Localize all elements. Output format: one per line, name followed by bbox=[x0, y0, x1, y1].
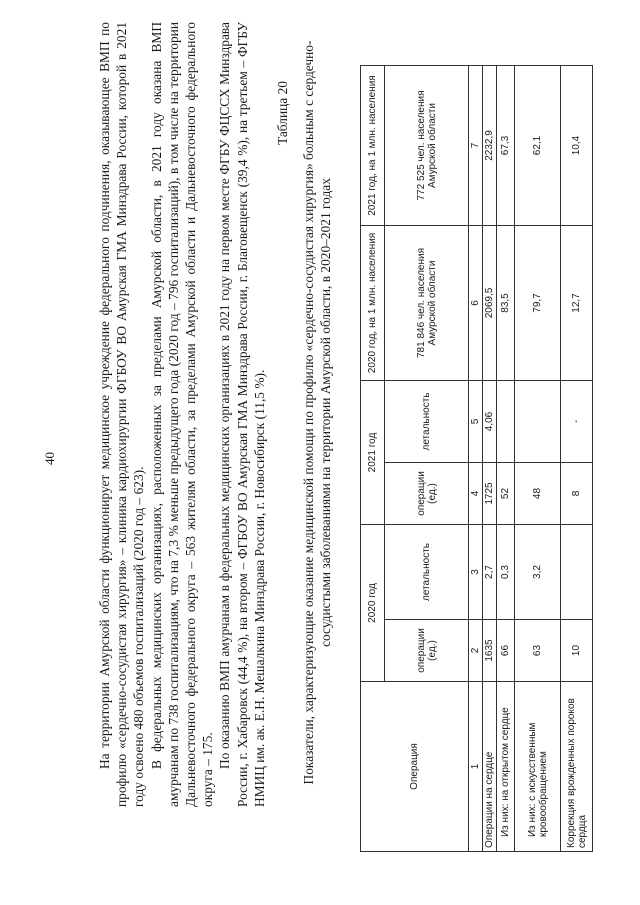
table-row bbox=[561, 66, 593, 852]
cell-lethality-2021: 4,06 bbox=[483, 381, 497, 463]
index-cell: 4 bbox=[469, 463, 483, 525]
body-text bbox=[96, 22, 268, 807]
cell-per-mln-2021: 62,1 bbox=[515, 66, 561, 226]
cell-per-mln-2021: 67,3 bbox=[497, 66, 515, 226]
index-cell: 6 bbox=[469, 226, 483, 381]
index-cell: 2 bbox=[469, 620, 483, 682]
header-per-mln-2020: 2020 год, на 1 млн. населения bbox=[361, 226, 385, 381]
cell-lethality-2021 bbox=[515, 381, 561, 463]
cell-ops-2020: 66 bbox=[497, 620, 515, 682]
header-lethality-2021: летальность bbox=[385, 381, 469, 463]
paragraph: На территории Амурской области функционирует медицинское учреждение федерального подчинения, оказывающее ВМП по профилю «сердечно-сосудистая хирургия» – клиника кардиохирургии ФГБОУ ВО Амурская ГМА Минздрава России, которой в 2021 году освоено 480 объемов госпитализаций (2020 год – 623). bbox=[97, 22, 147, 807]
header-pop-2021: 772 525 чел. населения Амурской области bbox=[385, 66, 469, 226]
cell-ops-2021: 1725 bbox=[483, 463, 497, 525]
cell-ops-2021: 52 bbox=[497, 463, 515, 525]
header-ops-2021: операции (ед.) bbox=[385, 463, 469, 525]
cell-per-mln-2020: 83,5 bbox=[497, 226, 515, 381]
cell-lethality-2021: - bbox=[561, 381, 593, 463]
index-cell: 3 bbox=[469, 525, 483, 620]
cell-ops-2021: 48 bbox=[515, 463, 561, 525]
cell-per-mln-2020: 79,7 bbox=[515, 226, 561, 381]
page-number: 40 bbox=[42, 452, 57, 465]
index-cell: 7 bbox=[469, 66, 483, 226]
header-2020: 2020 год bbox=[361, 525, 385, 682]
data-table bbox=[360, 65, 593, 852]
index-cell: 5 bbox=[469, 381, 483, 463]
row-name: Коррекция врожденных пороков сердца bbox=[561, 682, 593, 852]
cell-ops-2021: 8 bbox=[561, 463, 593, 525]
table-index-row bbox=[469, 66, 483, 852]
header-lethality-2020: летальность bbox=[385, 525, 469, 620]
header-2021: 2021 год bbox=[361, 381, 385, 525]
table-row bbox=[515, 66, 561, 852]
header-operation: Операция bbox=[361, 682, 469, 852]
cell-lethality-2020: 2,7 bbox=[483, 525, 497, 620]
row-name: Операции на сердце bbox=[483, 682, 497, 852]
cell-ops-2020: 10 bbox=[561, 620, 593, 682]
cell-lethality-2021 bbox=[497, 381, 515, 463]
cell-per-mln-2021: 2232,9 bbox=[483, 66, 497, 226]
cell-ops-2020: 63 bbox=[515, 620, 561, 682]
index-cell: 1 bbox=[469, 682, 483, 852]
header-ops-2020: операции (ед.) bbox=[385, 620, 469, 682]
cell-lethality-2020: 0,3 bbox=[497, 525, 515, 620]
table-row bbox=[497, 66, 515, 852]
cell-lethality-2020: 3,2 bbox=[515, 525, 561, 620]
header-pop-2020: 781 846 чел. населения Амурской области bbox=[385, 226, 469, 381]
table-caption: Показатели, характеризующие оказание медицинской помощи по профилю «сердечно-сосудистая хирургия» больным с сердечно-сосудистыми заболеваниями на территории Амурской области, в 2020–2021 годах bbox=[301, 40, 334, 785]
header-per-mln-2021: 2021 год, на 1 млн. населения bbox=[361, 66, 385, 226]
table-row bbox=[483, 66, 497, 852]
table-label: Таблица 20 bbox=[275, 81, 290, 145]
cell-per-mln-2020: 2069,5 bbox=[483, 226, 497, 381]
cell-per-mln-2020: 12,7 bbox=[561, 226, 593, 381]
table-header-row bbox=[361, 66, 385, 852]
paragraph: В федеральных медицинских организациях, расположенных за пределами Амурской области, в 2021 году оказана ВМП амурчанам по 738 госпитализациям, что на 7,3 % меньше предыдущего года (2020 год – 796 госпитализаций), в том числе на территории Дальневосточного федерального округа – 563 жителям области, за пределами Амурской области и Дальневосточного федерального округа – 175. bbox=[148, 22, 216, 807]
cell-ops-2020: 1635 bbox=[483, 620, 497, 682]
row-name: Из них: с искусственным кровообращением bbox=[515, 682, 561, 852]
cell-lethality-2020 bbox=[561, 525, 593, 620]
paragraph: По оказанию ВМП амурчанам в федеральных медицинских организациях в 2021 году на первом месте ФГБУ ФЦССХ Минздрава России, г. Хабаровск (44,4 %), на втором – ФГБОУ ВО Амурская ГМА Минздрава России, г. Благовещенск (39,4 %), на третьем – ФГБУ НМИЦ им. ак. Е.Н. Мешалкина Минздрава России, г. Новосибирск (11,5 %). bbox=[217, 22, 267, 807]
cell-per-mln-2021: 10,4 bbox=[561, 66, 593, 226]
row-name: Из них: на открытом сердце bbox=[497, 682, 515, 852]
